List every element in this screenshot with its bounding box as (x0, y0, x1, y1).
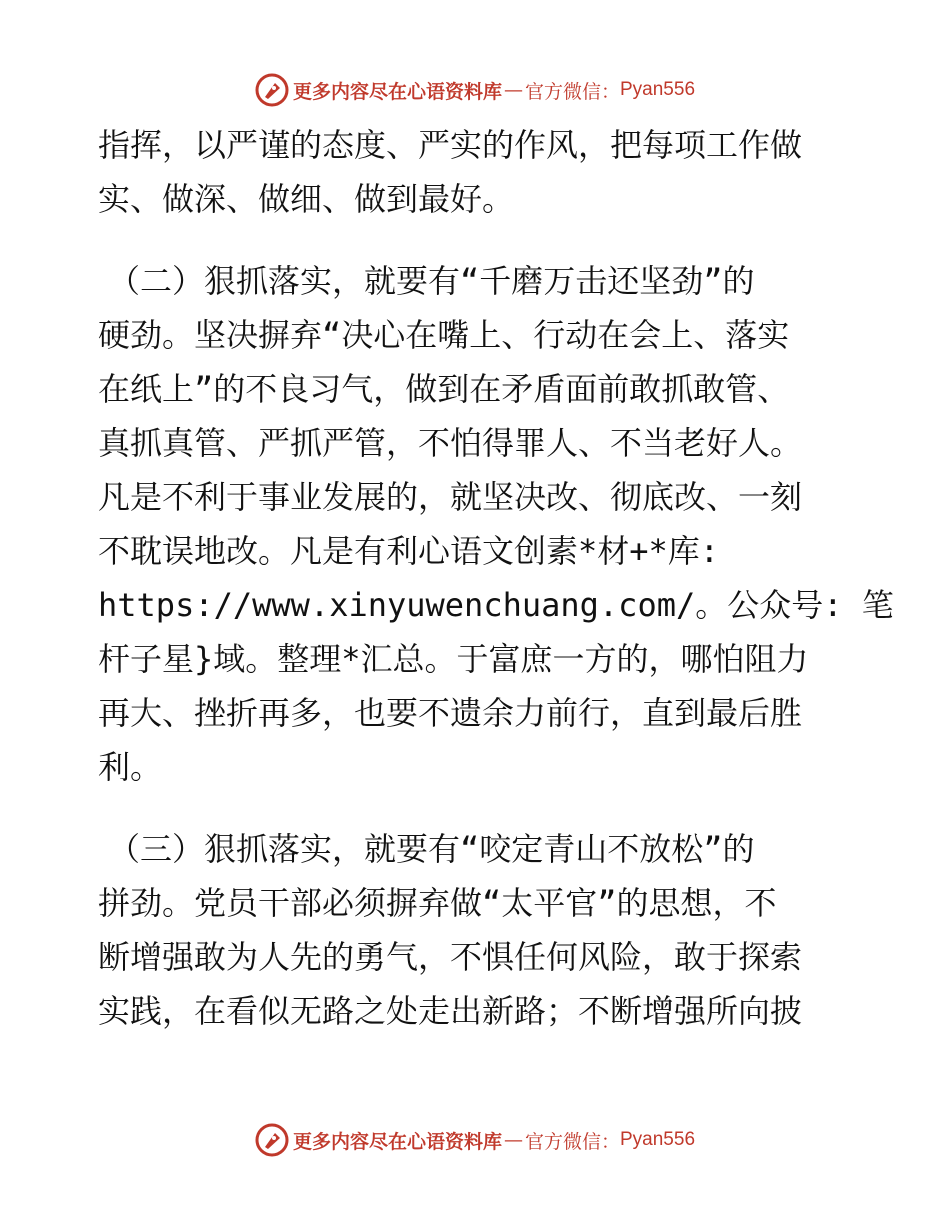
text-line: 再大、挫折再多，也要不遗余力前行，直到最后胜 (98, 694, 803, 732)
banner-wechat-label: 官方微信： (524, 1130, 620, 1153)
text-line: 硬劲。坚决摒弃“决心在嘴上、行动在会上、落实 (98, 316, 790, 354)
text-line: 在纸上”的不良习气，做到在矛盾面前敢抓敢管、 (98, 370, 790, 408)
banner-wechat-label: 官方微信： (524, 80, 620, 103)
banner-wechat-id: Pyan556 (620, 1129, 696, 1150)
text-line: 断增强敢为人先的勇气，不惧任何风险，敢于探索 (98, 938, 803, 976)
text-line: 利。 (98, 748, 163, 786)
document-body (98, 118, 894, 1038)
footer-banner (0, 1120, 950, 1160)
paragraph (98, 254, 894, 794)
text-line: 实、做深、做细、做到最好。 (98, 180, 515, 218)
text-line: 真抓真管、严抓严管，不怕得罪人、不当老好人。 (98, 424, 803, 462)
paragraph (98, 118, 858, 226)
text-line: （三）狠抓落实，就要有“咬定青山不放松”的 (108, 830, 755, 868)
paragraph (98, 822, 858, 1038)
banner-dash: — (503, 79, 523, 101)
banner-wechat-id: Pyan556 (620, 79, 696, 100)
pen-nib-logo-icon (255, 1123, 289, 1157)
banner-dash: — (503, 1129, 523, 1151)
pen-nib-logo-icon (255, 73, 289, 107)
text-line: 不耽误地改。凡是有利心语文创素*材+*库: (98, 532, 720, 570)
text-line: 实践，在看似无路之处走出新路；不断增强所向披 (98, 992, 803, 1030)
banner-title: 更多内容尽在心语资料库 (292, 1130, 502, 1153)
banner-title: 更多内容尽在心语资料库 (292, 80, 502, 103)
text-line: https://www.xinyuwenchuang.com/。公众号: 笔 (98, 586, 894, 624)
text-line: 指挥，以严谨的态度、严实的作风，把每项工作做 (98, 126, 803, 164)
text-line: （二）狠抓落实，就要有“千磨万击还坚劲”的 (108, 262, 755, 300)
text-line: 拼劲。党员干部必须摒弃做“太平官”的思想，不 (98, 884, 777, 922)
header-banner (0, 70, 950, 110)
text-line: 杆子星}域。整理*汇总。于富庶一方的，哪怕阻力 (98, 640, 809, 678)
text-line: 凡是不利于事业发展的，就坚决改、彻底改、一刻 (98, 478, 803, 516)
